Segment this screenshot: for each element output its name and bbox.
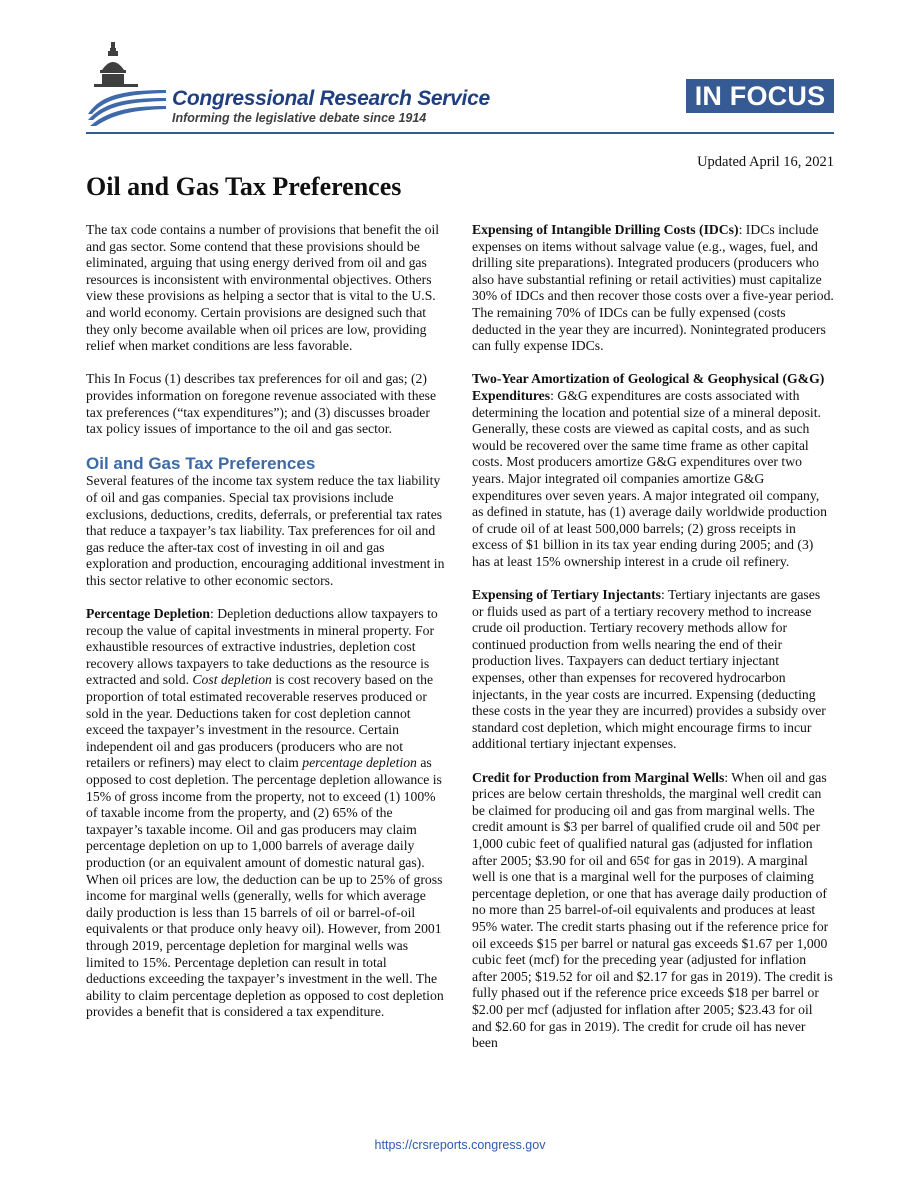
percentage-depletion-text-2: is cost recovery based on the proportion of total estimated recoverable reserves produced or sold in the year. Deductions taken for cost depletion cannot exceed the taxpayer’s investment in the resource. Certain independent oil and gas producers (producers who are not retailers or refiners) may elect to claim [86, 672, 434, 771]
marginal-wells-heading: Credit for Production from Marginal Wells [472, 769, 725, 785]
section-intro-paragraph: Several features of the income tax system reduce the tax liability of oil and gas companies. Special tax provisions include exclusions, deductions, credits, deferrals, or preferential tax rates that reduce a taxpayer’s tax liability. Tax preferences for oil and gas reduce the after-tax cost of investing in oil and gas exploration and production, encouraging additional investment in this sector relative to other economic sectors. [86, 473, 445, 588]
gg-paragraph [472, 371, 834, 570]
tertiary-heading: Expensing of Tertiary Injectants [472, 587, 661, 603]
marginal-wells-text: : When oil and gas prices are below certain thresholds, the marginal well credit can be claimed for producing oil and gas from marginal wells. The credit amount is $3 per barrel of qualified crude oil and 50¢ per 1,000 cubic feet of qualified natural gas (adjusted for inflation after 2005; $3.90 for oil and 65¢ for gas in 2019). A marginal well is one that is a marginal well for the purposes of claiming percentage depletion, or one that has average daily production of no more than 25 barrel-of-oil equivalents and produces at least 95% water. The credit starts phasing out if the reference price for oil exceeds $15 per barrel or natural gas exceeds $1.67 per 1,000 cubic feet (mcf) for the preceding year (adjusted for inflation after 2005; $19.52 for oil and $2.17 for gas in 2019). The credit is fully phased out if the reference price exceeds $18 per barrel or $2.00 per mcf (adjusted for inflation after 2005; $23.43 for oil and $2.60 for gas in 2019). The credit for crude oil has never been [472, 769, 833, 1051]
left-column [86, 222, 448, 1038]
percentage-depletion-paragraph [86, 606, 448, 1021]
header-rule [86, 132, 834, 134]
gg-heading: Two-Year Amortization of Geological & Geophysical (G&G) Expenditures [472, 371, 825, 403]
gg-text: : G&G expenditures are costs associated with determining the location and potential size of a mineral deposit. Generally, these costs are viewed as capital costs, and as such would be recovered over the same time frame as other capital costs. Most producers amortize G&G expenditures over two years. Major integrated oil companies amortize G&G expenditures over seven years. A major integrated oil company, as defined in statute, has (1) average daily worldwide production of crude oil of at least 500,000 barrels; (2) gross receipts in excess of $1 billion in its tax year ending during 2005; and (3) has at least 15% ownership interest in a crude oil refinery. [472, 387, 827, 569]
footer-link[interactable]: https://crsreports.congress.gov [374, 1138, 546, 1152]
intro-paragraph: The tax code contains a number of provisions that benefit the oil and gas sector. Some contend that these provisions should be eliminated, arguing that using energy derived from oil and gas resources is inconsistent with environmental objectives. Others view these provisions as helping a sector that is vital to the U.S. and world economy. Certain provisions are designed such that they only become available when oil prices are low, providing relief when market conditions are less favorable. [86, 222, 440, 354]
org-name: Congressional Research Service [172, 87, 490, 110]
org-tagline: Informing the legislative debate since 1914 [172, 111, 427, 125]
idc-text: : IDCs include expenses on items without salvage value (e.g., wages, fuel, and drilling site preparations). Integrated producers (producers who also have substantial refining or retail activities) must capitalize 30% of IDCs and then recover those costs over a five-year period. The remaining 70% of IDCs can be fully expensed (costs deducted in the year they are incurred). Nonintegrated producers can fully expense IDCs. [472, 222, 834, 354]
right-column [472, 222, 834, 1068]
page-title: Oil and Gas Tax Preferences [86, 172, 402, 201]
header [86, 40, 834, 132]
percentage-depletion-text-1: : Depletion deductions allow taxpayers to recoup the value of capital investments in mineral property. For exhaustible resources of extractive industries, depletion cost recovery allows taxpayers to take deductions as the resource is extracted and sold. [86, 606, 438, 688]
marginal-wells-paragraph [472, 770, 834, 1052]
overview-paragraph: This In Focus (1) describes tax preferences for oil and gas; (2) provides information on foregone revenue associated with these tax preferences (“tax expenditures”); and (3) discusses broader tax policy issues of importance to the oil and gas sector. [86, 371, 437, 437]
tertiary-paragraph [472, 587, 834, 753]
idc-paragraph [472, 222, 834, 355]
capitol-dome-icon [86, 40, 166, 126]
percentage-depletion-heading: Percentage Depletion [86, 606, 211, 622]
section-heading: Oil and Gas Tax Preferences [86, 454, 316, 474]
tertiary-text: : Tertiary injectants are gases or fluids used as part of a tertiary recovery method to increase crude oil production. Tertiary recovery methods allow for continued production from wells nearing the end of their production lives. Taxpayers can deduct tertiary injectant expenses, other than expenses for recovered hydrocarbon injectants, in the year costs are incurred. Expensing (deducting these costs in the year they are incurred) provides a subsidy over standard cost depletion, which might encourage firms to incur additional tertiary injectant expenses. [472, 587, 826, 752]
cost-depletion-term: Cost depletion [192, 672, 272, 688]
percentage-depletion-text-3: as opposed to cost depletion. The percentage depletion allowance is 15% of gross income from the property, not to exceed (1) 100% of taxable income from the property, and (2) 65% of the taxpayer’s taxable income. Oil and gas producers may claim percentage depletion on up to 1,000 barrels of average daily production (or an equivalent amount of domestic natural gas). When oil prices are low, the deduction can be up to 25% of gross income for marginal wells (generally, wells for which average daily production is less than 15 barrels of oil or barrel-of-oil equivalents or that produce only heavy oil). However, from 2001 through 2019, percentage depletion for marginal wells was limited to 15%. Percentage depletion can result in total deductions exceeding the taxpayer’s investment in the well. The ability to claim percentage depletion as opposed to cost depletion provides a benefit that is considered a tax expenditure. [86, 755, 444, 1020]
idc-heading: Expensing of Intangible Drilling Costs (IDCs) [472, 222, 739, 237]
percentage-depletion-term: percentage depletion [302, 755, 417, 771]
in-focus-badge: IN FOCUS [686, 79, 834, 113]
updated-date: Updated April 16, 2021 [697, 154, 834, 170]
